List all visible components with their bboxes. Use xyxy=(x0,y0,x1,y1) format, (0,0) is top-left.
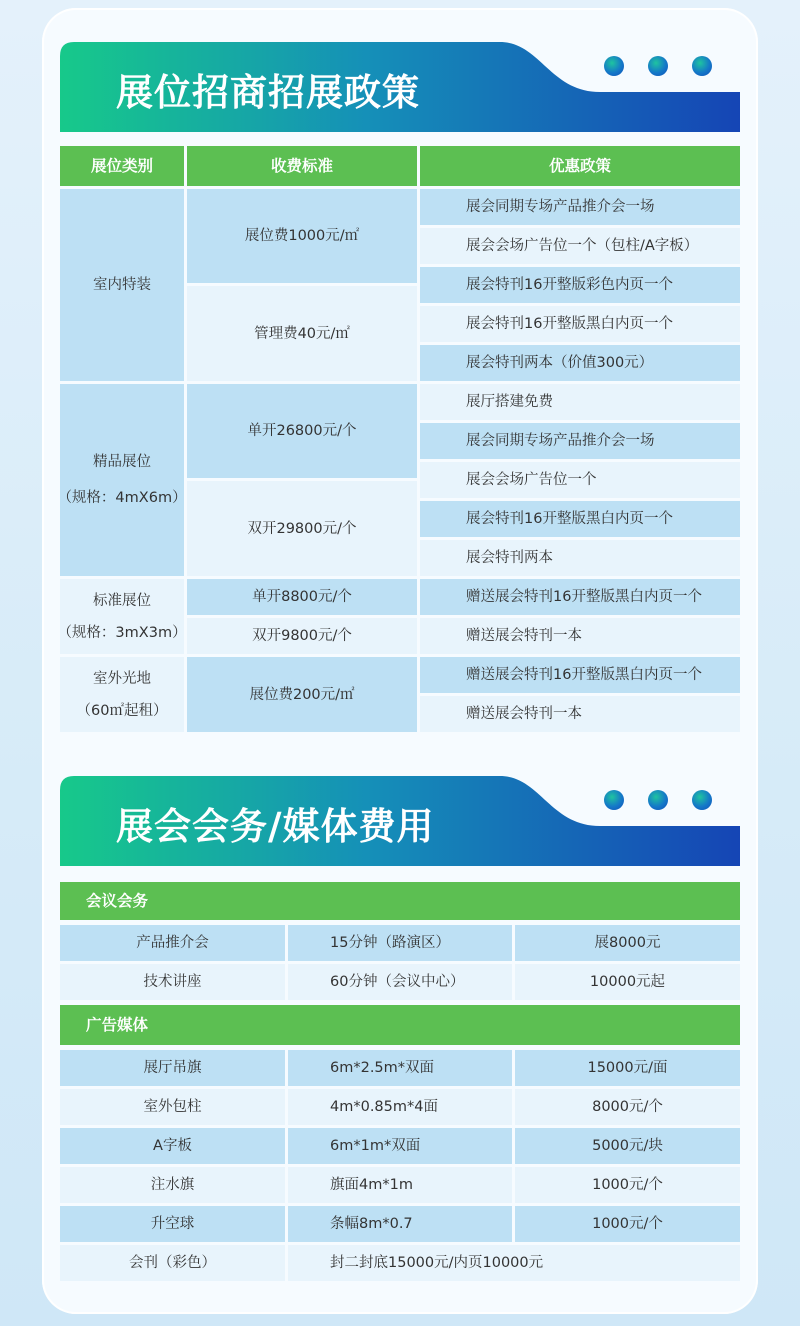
dot-icon xyxy=(692,56,712,76)
table-cell: 封二封底15000元/内页10000元 xyxy=(288,1245,740,1281)
dot-icon xyxy=(692,790,712,810)
benefit-cell: 赠送展会特刊16开整版黑白内页一个 xyxy=(420,657,740,693)
dot-icon xyxy=(604,790,624,810)
table-cell: 15000元/面 xyxy=(515,1050,740,1086)
fee-cell: 展位费1000元/㎡ xyxy=(187,189,417,283)
category-spec: （规格：3mX3m） xyxy=(57,624,187,641)
table-cell: 15分钟（路演区） xyxy=(288,925,512,961)
category-standard xyxy=(57,579,187,654)
table-cell: 展厅吊旗 xyxy=(60,1050,285,1086)
table-cell: 产品推介会 xyxy=(60,925,285,961)
dot-icon xyxy=(648,790,668,810)
benefit-cell: 赠送展会特刊一本 xyxy=(420,618,740,654)
benefit-cell: 展会会场广告位一个（包柱/A字板） xyxy=(420,228,740,264)
media-header: 广告媒体 xyxy=(60,1005,740,1045)
meetings-header: 会议会务 xyxy=(60,882,740,920)
header-benefits: 优惠政策 xyxy=(420,146,740,186)
category-name: 室外光地 xyxy=(93,670,151,687)
fee-cell: 展位费200元/㎡ xyxy=(187,657,417,732)
decorative-dots xyxy=(604,56,712,76)
table-cell: 8000元/个 xyxy=(515,1089,740,1125)
fee-cell: 双开9800元/个 xyxy=(187,618,417,654)
benefit-cell: 展会特刊两本 xyxy=(420,540,740,576)
benefit-cell: 展会特刊两本（价值300元） xyxy=(420,345,740,381)
table-cell: 条幅8m*0.7 xyxy=(288,1206,512,1242)
benefit-cell: 赠送展会特刊一本 xyxy=(420,696,740,732)
table-cell: 会刊（彩色） xyxy=(60,1245,285,1281)
section1-title: 展位招商招展政策 xyxy=(116,71,420,114)
dot-icon xyxy=(648,56,668,76)
header-category: 展位类别 xyxy=(60,146,184,186)
table-cell: 60分钟（会议中心） xyxy=(288,964,512,1000)
benefit-cell: 展会特刊16开整版彩色内页一个 xyxy=(420,267,740,303)
table-cell: 10000元起 xyxy=(515,964,740,1000)
category-spec: （60㎡起租） xyxy=(76,702,168,719)
table-cell: 4m*0.85m*4面 xyxy=(288,1089,512,1125)
category-premium xyxy=(57,384,187,576)
table-cell: 升空球 xyxy=(60,1206,285,1242)
table-cell: 技术讲座 xyxy=(60,964,285,1000)
category-outdoor xyxy=(60,657,184,732)
category-indoor: 室内特装 xyxy=(60,189,184,381)
fee-cell: 管理费40元/㎡ xyxy=(187,286,417,381)
table-cell: 1000元/个 xyxy=(515,1167,740,1203)
benefit-cell: 展会特刊16开整版黑白内页一个 xyxy=(420,501,740,537)
benefit-cell: 展会同期专场产品推介会一场 xyxy=(420,189,740,225)
category-spec: （规格：4mX6m） xyxy=(57,490,187,506)
benefit-cell: 展会同期专场产品推介会一场 xyxy=(420,423,740,459)
decorative-dots xyxy=(604,790,712,810)
category-name: 标准展位 xyxy=(93,592,151,609)
table-cell: 注水旗 xyxy=(60,1167,285,1203)
benefit-cell: 赠送展会特刊16开整版黑白内页一个 xyxy=(420,579,740,615)
table-cell: 展8000元 xyxy=(515,925,740,961)
table-cell: 室外包柱 xyxy=(60,1089,285,1125)
section2-banner xyxy=(60,776,740,866)
benefit-cell: 展厅搭建免费 xyxy=(420,384,740,420)
table-cell: 6m*1m*双面 xyxy=(288,1128,512,1164)
fee-cell: 单开8800元/个 xyxy=(187,579,417,615)
table-cell: 1000元/个 xyxy=(515,1206,740,1242)
dot-icon xyxy=(604,56,624,76)
section2-title: 展会会务/媒体费用 xyxy=(116,805,435,848)
fee-cell: 双开29800元/个 xyxy=(187,481,417,576)
table-cell: 旗面4m*1m xyxy=(288,1167,512,1203)
category-name: 精品展位 xyxy=(93,454,151,470)
table-cell: 6m*2.5m*双面 xyxy=(288,1050,512,1086)
fee-cell: 单开26800元/个 xyxy=(187,384,417,478)
table-cell: A字板 xyxy=(60,1128,285,1164)
header-fee: 收费标准 xyxy=(187,146,417,186)
benefit-cell: 展会特刊16开整版黑白内页一个 xyxy=(420,306,740,342)
section1-banner xyxy=(60,42,740,132)
table-cell: 5000元/块 xyxy=(515,1128,740,1164)
benefit-cell: 展会会场广告位一个 xyxy=(420,462,740,498)
